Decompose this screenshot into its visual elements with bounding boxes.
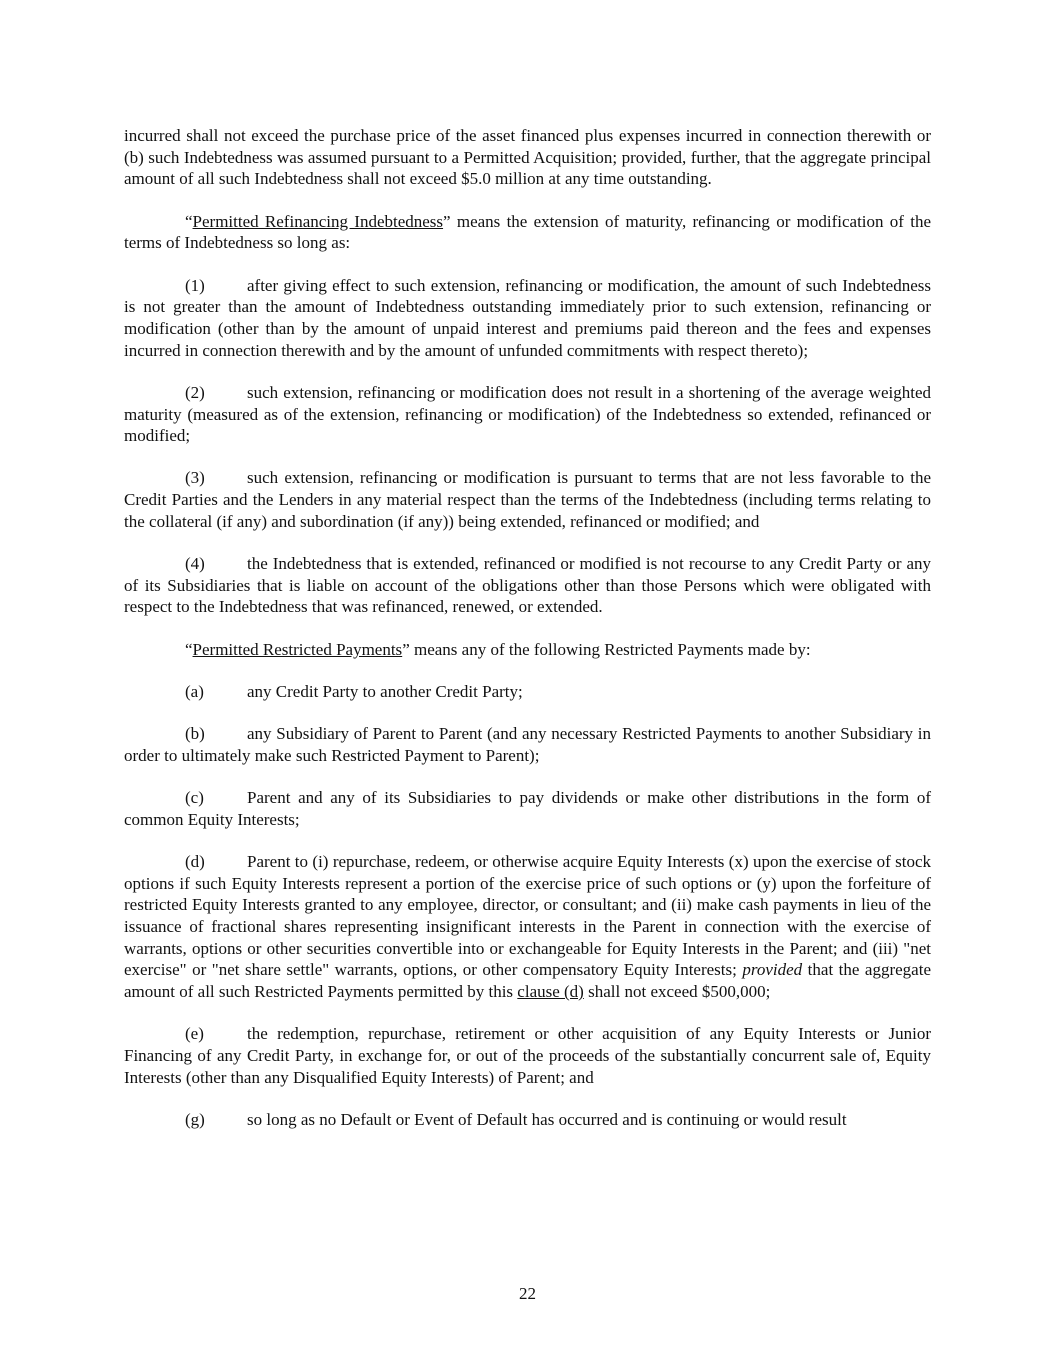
definition-text: ” means any of the following Restricted Payments made by: <box>402 639 811 659</box>
provided-italic: provided <box>742 960 803 980</box>
item-text: so long as no Default or Event of Default has occurred and is continuing or would result <box>247 1109 847 1129</box>
definition-permitted-restricted-payments <box>124 639 931 661</box>
item-number: (3) <box>185 468 205 488</box>
item-text: such extension, refinancing or modification is pursuant to terms that are not less favorable to the Credit Parties and the Lenders in any material respect than the terms of the Indebtedness (including terms relating to the collateral (if any) and subordination (if any)) being extended, refinanced or modified; and <box>124 468 931 531</box>
defined-term: Permitted Restricted Payments <box>192 639 403 659</box>
list-item <box>124 553 931 618</box>
list-item <box>124 787 931 830</box>
list-item <box>124 681 931 703</box>
list-item <box>124 275 931 362</box>
list-item <box>124 382 931 447</box>
list-item <box>124 467 931 532</box>
item-number: (c) <box>185 787 204 807</box>
item-text: such extension, refinancing or modification does not result in a shortening of the average weighted maturity (measured as of the extension, refinancing or modification) of the Indebtedness so extended, refinanced or modified; <box>124 382 931 446</box>
item-number: (d) <box>185 851 205 871</box>
item-number: (b) <box>185 724 205 744</box>
document-page <box>124 125 931 1131</box>
definition-permitted-refinancing-indebtedness <box>124 211 931 254</box>
item-text: shall not exceed $500,000; <box>583 982 771 1002</box>
list-item <box>124 1023 931 1088</box>
item-text: after giving effect to such extension, refinancing or modification, the amount of such Indebtedness is not greater than the amount of Indebtedness outstanding immediately prior to such extension, refinancing or modification (other than by the amount of unpaid interest and premiums paid thereon and the fees and expenses incurred in connection therewith and by the amount of unfunded commitments with respect thereto); <box>124 275 931 360</box>
open-quote: “ <box>185 639 193 659</box>
item-text: the Indebtedness that is extended, refinanced or modified is not recourse to any Credit Party or any of its Subsidiaries that is liable on account of the obligations other than those Persons which were obligated with respect to the Indebtedness that was refinanced, renewed, or extended. <box>124 554 931 617</box>
list-item <box>124 723 931 766</box>
item-text: Parent and any of its Subsidiaries to pay dividends or make other distributions in the form of common Equity Interests; <box>124 787 931 829</box>
continued-paragraph: incurred shall not exceed the purchase price of the asset financed plus expenses incurred in connection therewith or (b) such Indebtedness was assumed pursuant to a Permitted Acquisition; provided, further, that the aggregate principal amount of all such Indebtedness shall not exceed $5.0 million at any time outstanding. <box>124 126 931 189</box>
item-text: any Subsidiary of Parent to Parent (and any necessary Restricted Payments to another Subsidiary in order to ultimately make such Restricted Payment to Parent); <box>124 724 931 765</box>
item-text: that the aggregate amount of all such Restricted Payments permitted by this <box>124 960 931 1002</box>
open-quote: “ <box>185 211 193 231</box>
item-number: (1) <box>185 275 205 295</box>
defined-term: Permitted Refinancing Indebtedness <box>192 211 444 231</box>
item-text: any Credit Party to another Credit Party; <box>247 681 523 701</box>
item-text: the redemption, repurchase, retirement or other acquisition of any Equity Interests or Junior Financing of any Credit Party, in exchange for, or out of the proceeds of the substantially concurrent sale of, Equity Interests (other than any Disqualified Equity Interests) of Parent; and <box>124 1024 931 1087</box>
clause-reference: clause (d) <box>517 982 584 1002</box>
list-item <box>124 1109 931 1131</box>
item-number: (2) <box>185 382 205 402</box>
item-text: Parent to (i) repurchase, redeem, or otherwise acquire Equity Interests (x) upon the exercise of stock options if such Equity Interests represent a portion of the exercise price of such options or (y) upon the forfeiture of restricted Equity Interests granted to any employee, director, or consultant; and (ii) make cash payments in lieu of the issuance of fractional shares representing insignificant interests in the Parent in connection with the exercise of warrants, options or other securities convertible into or exchangeable for Equity Interests in the Parent; and (iii) "net exercise" or "net share settle" warrants, options, or other compensatory Equity Interests; <box>124 851 931 980</box>
item-number: (g) <box>185 1109 205 1129</box>
item-number: (e) <box>185 1024 204 1044</box>
list-item <box>124 851 931 1003</box>
definition-text: ” means the extension of maturity, refinancing or modification of the terms of Indebtedness so long as: <box>124 211 931 253</box>
item-number: (a) <box>185 681 204 701</box>
item-number: (4) <box>185 554 205 574</box>
page-number: 22 <box>519 1284 536 1303</box>
